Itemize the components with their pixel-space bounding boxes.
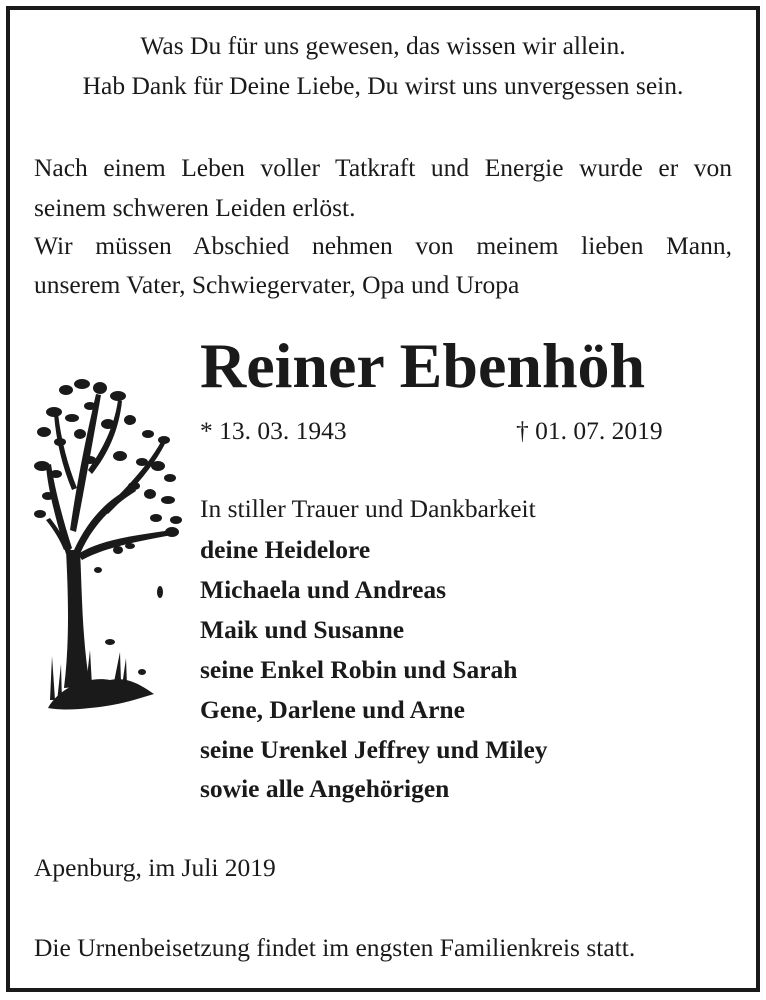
funeral-note: Die Urnenbeisetzung findet im engsten Familienkreis statt. [34,933,636,962]
mourner-name: seine Urenkel Jeffrey und Miley [200,735,548,764]
birth-date: * 13. 03. 1943 [200,416,347,445]
intro-line-4: unserem Vater, Schwiegervater, Opa und Uropa [34,270,520,299]
tree-silhouette-icon [30,370,190,720]
deceased-name: Reiner Ebenhöh [200,330,646,401]
intro-line-1: Nach einem Leben voller Tatkraft und Energie wurde er von [34,153,732,182]
mourner-name: Michaela und Andreas [200,575,447,604]
intro-line-2: seinem schweren Leiden erlöst. [34,193,356,222]
intro-line-3: Wir müssen Abschied nehmen von meinem lieben Mann, [34,231,732,260]
mourner-name: Gene, Darlene und Arne [200,695,465,724]
mourner-name: sowie alle Angehörigen [200,774,450,803]
motto-line-1: Was Du für uns gewesen, das wissen wir allein. [140,31,626,60]
place-date: Apenburg, im Juli 2019 [34,853,276,882]
death-date: † 01. 07. 2019 [516,416,663,445]
mourners-heading: In stiller Trauer und Dankbarkeit [200,494,536,523]
mourner-name: deine Heidelore [200,535,371,564]
mourner-name: Maik und Susanne [200,615,405,644]
motto-line-2: Hab Dank für Deine Liebe, Du wirst uns unvergessen sein. [82,71,684,100]
mourner-name: seine Enkel Robin und Sarah [200,655,518,684]
